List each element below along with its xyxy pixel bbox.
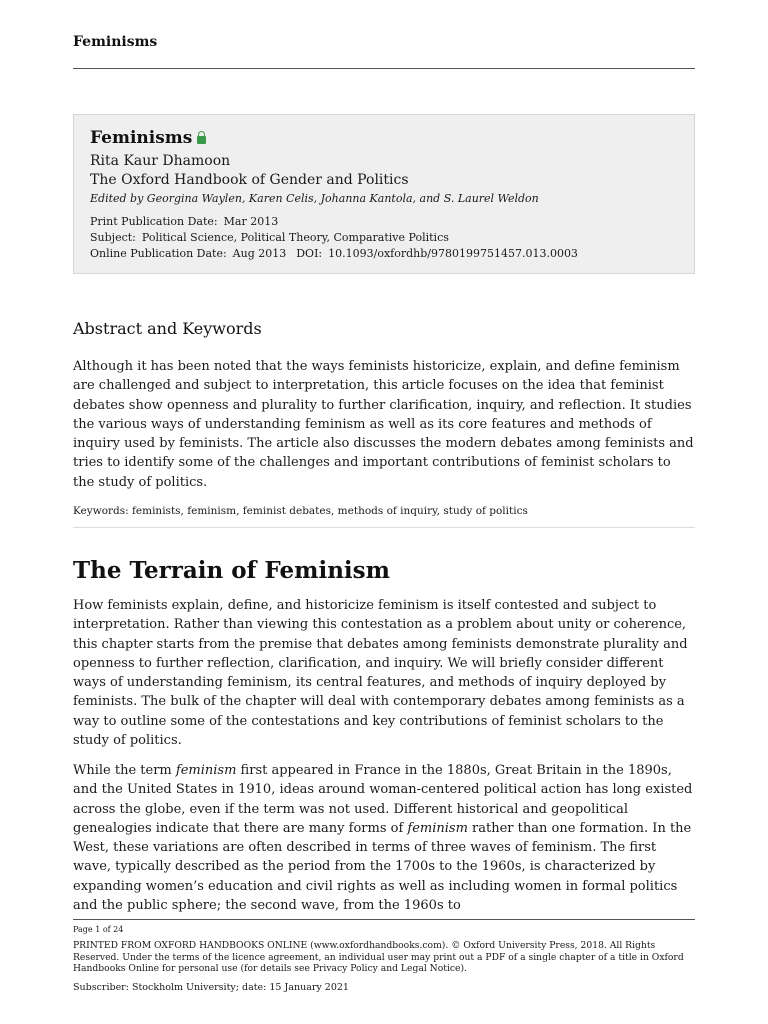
subject-label: Subject: (90, 231, 136, 244)
footer-divider (73, 919, 695, 920)
author-name[interactable]: Rita Kaur Dhamoon (90, 153, 231, 169)
book-title[interactable]: The Oxford Handbook of Gender and Politics (90, 172, 409, 188)
p2-text-b: first appeared in France in the 1880s, Great Britain in the 1890s, and the United States in 1910, ideas around woman-centered political action has long existed across the globe, even if the term was not used. Different historical and geopolitical genealogies indicate that there are many forms of (73, 763, 693, 836)
running-head: Feminisms (73, 34, 158, 50)
chapter-title: Feminisms (90, 128, 193, 148)
print-date-value: Mar 2013 (223, 215, 279, 228)
doi-label: DOI: (296, 247, 323, 260)
p2-emphasis-2: feminism (407, 820, 468, 836)
p2-emphasis-1: feminism (175, 763, 237, 778)
online-publication-row (90, 246, 678, 262)
abstract-heading: Abstract and Keywords (73, 319, 262, 338)
online-date-value: Aug 2013 (232, 247, 287, 260)
chapter-title-row (90, 127, 678, 149)
page-number: Page 1 of 24 (73, 925, 124, 934)
keywords-line: Keywords: feminists, feminism, feminist debates, methods of inquiry, study of politics (73, 505, 528, 517)
subject-row (90, 230, 678, 246)
online-date-label: Online Publication Date: (90, 247, 227, 260)
subject-value[interactable]: Political Science, Political Theory, Comparative Politics (141, 231, 449, 244)
copyright-notice: PRINTED FROM OXFORD HANDBOOKS ONLINE (www.oxfordhandbooks.com). © Oxford University Press, 2018. All Rights Reserved. Under the terms of the licence agreement, an individual user may print out a PDF of a single chapter of a title in Oxford Handbooks Online for personal use (for details see Privacy Policy and Legal Notice). (73, 940, 684, 974)
section-heading: The Terrain of Feminism (73, 557, 390, 584)
publication-details (90, 214, 678, 262)
doi-value[interactable]: 10.1093/oxfordhb/9780199751457.013.0003 (328, 247, 578, 260)
abstract-paragraph: Although it has been noted that the ways feminists historicize, explain, and define feminism are challenged and subject to interpretation, this article focuses on the idea that feminist debates show openness and plurality to further clarification, inquiry, and reflection. It studies the various ways of understanding feminism as well as its core features and methods of inquiry used by feminists. The article also discusses the modern debates among feminists and tries to identify some of the challenges and important contributions of feminist scholars to the study of politics. (73, 359, 694, 490)
p2-text-a: While the term (73, 763, 176, 778)
body-paragraph-1: How feminists explain, define, and historicize feminism is itself contested and subject to interpretation. Rather than viewing this contestation as a problem about unity or coherence, this chapter starts from the premise that debates among feminists demonstrate plurality and openness to further reflection, clarification, and inquiry. We will briefly consider different ways of understanding feminism, its central features, and methods of inquiry deployed by feminists. The bulk of the chapter will deal with contemporary debates among feminists as a way to outline some of the contestations and key contributions of feminist scholars to the study of politics. (73, 598, 688, 749)
lock-icon (197, 136, 206, 144)
editors-line: Edited by Georgina Waylen, Karen Celis, Johanna Kantola, and S. Laurel Weldon (90, 192, 539, 205)
body-paragraph-2 (73, 761, 695, 915)
p2-text-c: rather than one formation. In the West, these variations are often described in terms of three waves of feminism. The first wave, typically described as the period from the 1700s to the 1960s, is characterized by expanding women’s education and civil rights as well as including women in formal politics and the public sphere; the second wave, from the 1960s to (73, 820, 692, 914)
header-divider (73, 68, 695, 69)
keywords-divider (73, 527, 695, 528)
subscriber-line: Subscriber: Stockholm University; date: 15 January 2021 (73, 982, 349, 993)
print-publication-row (90, 214, 678, 230)
print-date-label: Print Publication Date: (90, 215, 218, 228)
metadata-box (73, 114, 695, 274)
